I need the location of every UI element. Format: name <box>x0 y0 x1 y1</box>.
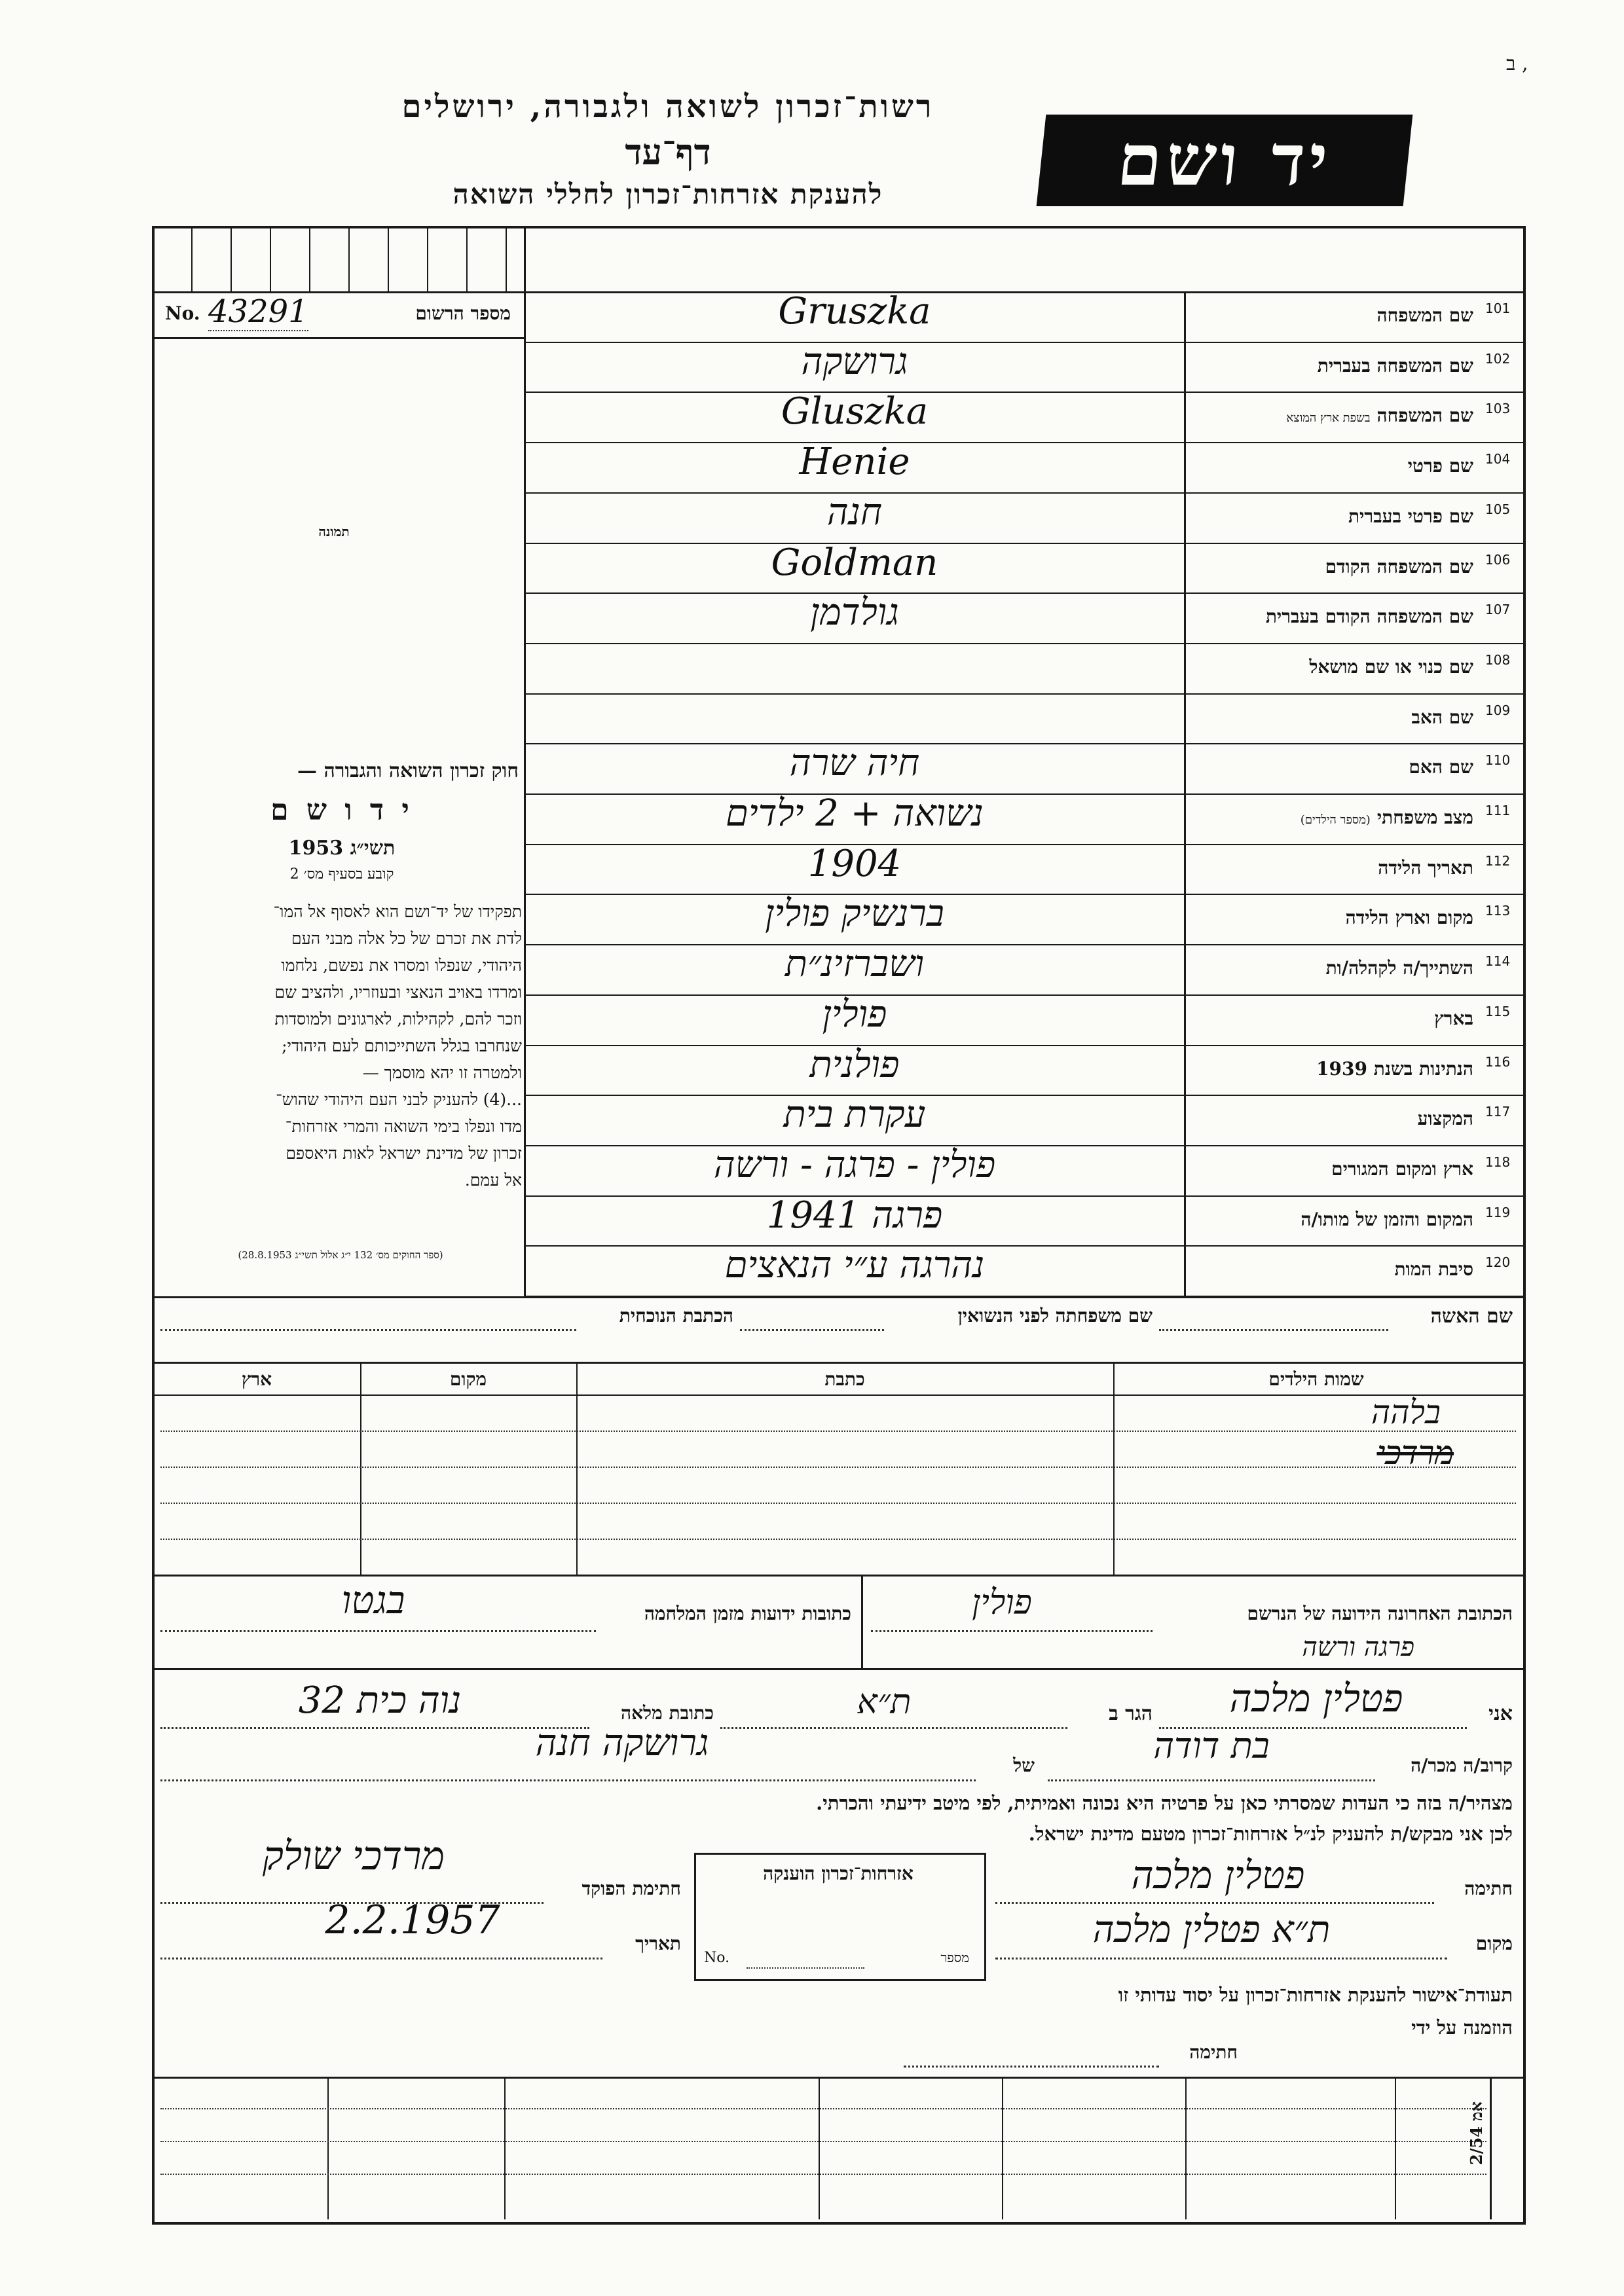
declarant-name: פטלין מלכה <box>1229 1676 1403 1721</box>
field-label-text: שם האב <box>1411 706 1473 728</box>
maiden-name-field[interactable] <box>740 1329 884 1331</box>
law-org: י ד ו ש ם <box>270 793 413 827</box>
field-label-text: השתייך/ה לקהלה/ות <box>1325 957 1473 979</box>
current-address-field[interactable] <box>160 1329 576 1331</box>
record-no-prefix: No. <box>165 302 200 324</box>
law-title: חוק זכרון השואה והגבורה — <box>297 759 519 782</box>
of-field[interactable] <box>160 1779 976 1781</box>
child-name-2: מרדכי <box>1376 1434 1454 1472</box>
record-number-label: מספר הרשום <box>415 302 511 324</box>
certificate-text: תעודת־אישור להענקת אזרחות־זכרון על יסוד עדותי זו <box>1118 1984 1513 2006</box>
wife-name-label: שם האשה <box>1430 1305 1513 1328</box>
form-code: אמ 2/54 <box>1467 2102 1486 2165</box>
field-label-text: שם פרטי בעברית <box>1348 505 1473 527</box>
wartime-address-value: בגטו <box>341 1578 405 1622</box>
field-label-text: שם כנוי או שם מושאל <box>1309 656 1473 678</box>
date-label: תאריך <box>635 1933 681 1954</box>
field-label-text: בארץ <box>1434 1008 1473 1029</box>
field-label <box>1192 1058 1473 1080</box>
wartime-address-field[interactable] <box>160 1630 596 1632</box>
ordered-by-label: הוזמנה על ידי <box>1411 2016 1513 2039</box>
field-number: 112 <box>1485 853 1511 869</box>
field-value[interactable]: Gruszka <box>778 290 931 333</box>
field-value[interactable]: Goldman <box>771 541 938 584</box>
field-label <box>1192 807 1473 829</box>
field-label <box>1192 756 1473 778</box>
declaration-request: לכן אני מבקש/ת להעניק לנ״ל אזרחות־זכרון מטעם מדינת ישראל. <box>1028 1823 1513 1845</box>
field-number: 109 <box>1485 702 1511 718</box>
field-label <box>1192 304 1473 327</box>
last-address-label: הכתובת האחרונה הידועה של הנרשם <box>1247 1603 1513 1624</box>
of-label: של <box>1013 1755 1035 1776</box>
photo-placeholder: תמונה <box>318 524 350 539</box>
relation-label: קרוב/ה מכר/ה <box>1411 1755 1513 1776</box>
place-value: ת״א פטלין מלכה <box>1092 1908 1331 1951</box>
field-number: 111 <box>1485 803 1511 818</box>
law-reference: (ספר החוקים מס׳ 132 י״ג אלול תשי״ג 28.8.1953) <box>238 1249 443 1261</box>
place-label: מקום <box>1475 1933 1513 1954</box>
children-address-header: כתבת <box>824 1368 865 1390</box>
field-value[interactable]: גרושקה <box>801 340 908 383</box>
field-label-text: המקצוע <box>1417 1108 1473 1129</box>
full-address-value: נוה כית 32 <box>298 1679 462 1722</box>
field-number: 115 <box>1485 1004 1511 1019</box>
field-number: 101 <box>1485 301 1511 316</box>
field-label <box>1192 505 1473 528</box>
field-label <box>1192 355 1473 377</box>
field-row-divider <box>525 643 1523 644</box>
field-label-text: תאריך הלידה <box>1378 857 1473 879</box>
field-label <box>1192 1158 1473 1180</box>
resides-value: ת״א <box>857 1683 912 1722</box>
field-number: 117 <box>1485 1104 1511 1120</box>
field-label <box>1192 1258 1473 1281</box>
wartime-address-label: כתובות ידועות מזמן המלחמה <box>644 1603 851 1624</box>
field-label-text: מצב משפחתי <box>1376 807 1473 828</box>
field-number: 105 <box>1485 501 1511 517</box>
of-value: גרושקה חנה <box>535 1722 709 1764</box>
field-label-text: שם המשפחה הקודם <box>1325 556 1473 577</box>
field-number: 104 <box>1485 451 1511 467</box>
field-label <box>1192 706 1473 729</box>
date-value: 2.2.1957 <box>325 1897 500 1943</box>
field-value[interactable]: חנה <box>826 491 883 534</box>
field-value[interactable]: 1904 <box>807 843 902 885</box>
form-title: דף־עד <box>625 131 711 173</box>
law-clause: קובע בסעיף מס׳ 2 <box>289 866 394 883</box>
wife-name-field[interactable] <box>1159 1329 1388 1331</box>
field-label-note: בשפת ארץ המוצא <box>1286 411 1371 425</box>
declarant-label: אני <box>1488 1702 1513 1725</box>
field-label <box>1192 556 1473 578</box>
field-number: 113 <box>1485 903 1511 919</box>
record-number: 43291 <box>208 293 308 330</box>
child-name-1: בלהה <box>1371 1393 1441 1431</box>
field-row-divider <box>525 1296 1523 1297</box>
field-label-text: שם פרטי <box>1407 455 1473 477</box>
field-label-text: הנתינות בשנת 1939 <box>1316 1058 1473 1080</box>
field-value[interactable]: פולין <box>822 993 887 1036</box>
field-label <box>1192 957 1473 979</box>
field-value[interactable]: Gluszka <box>781 390 929 433</box>
field-number: 114 <box>1485 953 1511 969</box>
field-number: 118 <box>1485 1154 1511 1170</box>
field-label-text: ארץ ומקום המגורים <box>1331 1158 1473 1180</box>
relation-value: בת דודה <box>1153 1725 1270 1766</box>
last-address-value-2: פרגה ורשה <box>1302 1632 1414 1662</box>
field-label-text: שם המשפחה בעברית <box>1317 355 1473 376</box>
field-value[interactable]: נשואה + 2 ילדים <box>726 792 984 835</box>
field-label-text: סיבת המות <box>1394 1258 1473 1280</box>
place-field[interactable] <box>995 1958 1447 1959</box>
children-names-header: שמות הילדים <box>1268 1368 1364 1390</box>
header-organization: רשות־זכרון לשואה ולגבורה, ירושלים <box>401 88 934 125</box>
field-label-text: מקום וארץ הלידה <box>1345 907 1473 928</box>
field-label <box>1192 1108 1473 1130</box>
children-country-header: ארץ <box>241 1368 272 1390</box>
field-number: 106 <box>1485 552 1511 568</box>
law-text: תפקידו של יד־ושם הוא לאסוף אל המו־ לדת את זכרם של כל אלה מבני העם היהודי, שנפלו ומסרו את נפשם, נלחמו ומרדו באויב הנאצי ובעוזריו, ולהציב שם וזכר להם, לקהילות, לארגונים ולמוסדות שנחרבו בגלל השתייכותם לעם היהודי; ולמטרה זו יהא מוסמך — ...(4) להעניק לבני העם היהודי שהוש־ מדו ונפלו בימי השואה והמרי אזרחות־ זכרון של מדינת ישראל לאות היאספם אל עמם. <box>273 902 522 1190</box>
field-value[interactable]: חיה שרה <box>789 742 920 784</box>
field-label <box>1192 857 1473 879</box>
declarant-signature: פטלין מלכה <box>1131 1853 1305 1897</box>
form-subtitle: להענקת אזרחות־זכרון לחללי השואה <box>452 178 883 210</box>
relation-field[interactable] <box>1048 1779 1375 1781</box>
field-label-note: (מספר הילדים) <box>1300 813 1371 827</box>
field-label-text: שם המשפחה <box>1376 405 1473 426</box>
field-row-divider <box>525 693 1523 695</box>
field-number: 108 <box>1485 652 1511 668</box>
field-label <box>1192 1008 1473 1030</box>
field-label <box>1192 606 1473 628</box>
stamp-number-label: מספר <box>940 1950 969 1965</box>
field-value[interactable]: ברנשיק פולין <box>765 892 944 935</box>
signature-label: חתימה <box>1464 1878 1513 1899</box>
field-value[interactable]: פולין - פרגה - ורשה <box>713 1144 996 1186</box>
field-label <box>1192 656 1473 678</box>
field-value[interactable]: גולדמן <box>810 591 899 634</box>
children-place-header: מקום <box>449 1368 487 1390</box>
field-number: 107 <box>1485 602 1511 617</box>
stamp-title: אזרחות־זכרון הוענקה <box>763 1863 913 1884</box>
yad-vashem-logo: יד ושם <box>1037 115 1413 206</box>
corner-mark: ב , <box>1506 52 1528 75</box>
law-year: תשי״ג 1953 <box>288 837 396 860</box>
field-number: 103 <box>1485 401 1511 416</box>
field-number: 102 <box>1485 351 1511 367</box>
field-label <box>1192 907 1473 929</box>
field-label-text: שם המשפחה <box>1376 304 1473 326</box>
signature-field[interactable] <box>995 1902 1434 1904</box>
final-signature-label: חתימה <box>1189 2041 1238 2063</box>
date-field[interactable] <box>160 1958 602 1959</box>
field-value[interactable]: ושברזינ״ת <box>784 943 925 985</box>
declaration-statement: מצהיר/ה בזה כי העדות שמסרתי כאן על פרטיה היא נכונה ואמיתית, לפי מיטב ידיעתי והכרתי. <box>816 1792 1513 1814</box>
field-label <box>1192 405 1473 427</box>
field-label-text: שם האם <box>1409 756 1473 778</box>
final-signature-field[interactable] <box>904 2066 1159 2068</box>
maiden-name-label: שם משפחתה לפני הנשואין <box>957 1305 1153 1326</box>
field-number: 116 <box>1485 1054 1511 1070</box>
field-label <box>1192 455 1473 477</box>
current-address-label: הכתבת הנוכחית <box>619 1305 733 1326</box>
stamp-number-field[interactable] <box>747 1967 864 1969</box>
last-address-field[interactable] <box>871 1630 1153 1632</box>
field-number: 120 <box>1485 1254 1511 1270</box>
field-value[interactable]: נהרגה ע״י הנאצים <box>724 1244 985 1286</box>
stamp-no-prefix: No. <box>704 1950 730 1966</box>
field-value[interactable]: Henie <box>799 441 910 483</box>
field-value[interactable]: עקרת בית <box>783 1093 926 1136</box>
field-number: 110 <box>1485 752 1511 768</box>
field-value[interactable]: פרגה 1941 <box>766 1194 943 1237</box>
field-label <box>1192 1209 1473 1231</box>
full-address-label: כתובת מלאה <box>620 1702 714 1724</box>
field-value[interactable]: פולנית <box>809 1044 900 1086</box>
last-address-value: פולין <box>972 1583 1032 1622</box>
resides-label: הגר ב <box>1109 1702 1153 1725</box>
field-label-text: שם המשפחה הקודם בעברית <box>1265 606 1473 627</box>
field-label-text: המקום והזמן של מותו/ה <box>1301 1209 1473 1230</box>
officer-signature: מרדכי שולק <box>262 1833 445 1879</box>
officer-signature-label: חתימת הפוקד <box>581 1878 681 1899</box>
field-number: 119 <box>1485 1205 1511 1220</box>
